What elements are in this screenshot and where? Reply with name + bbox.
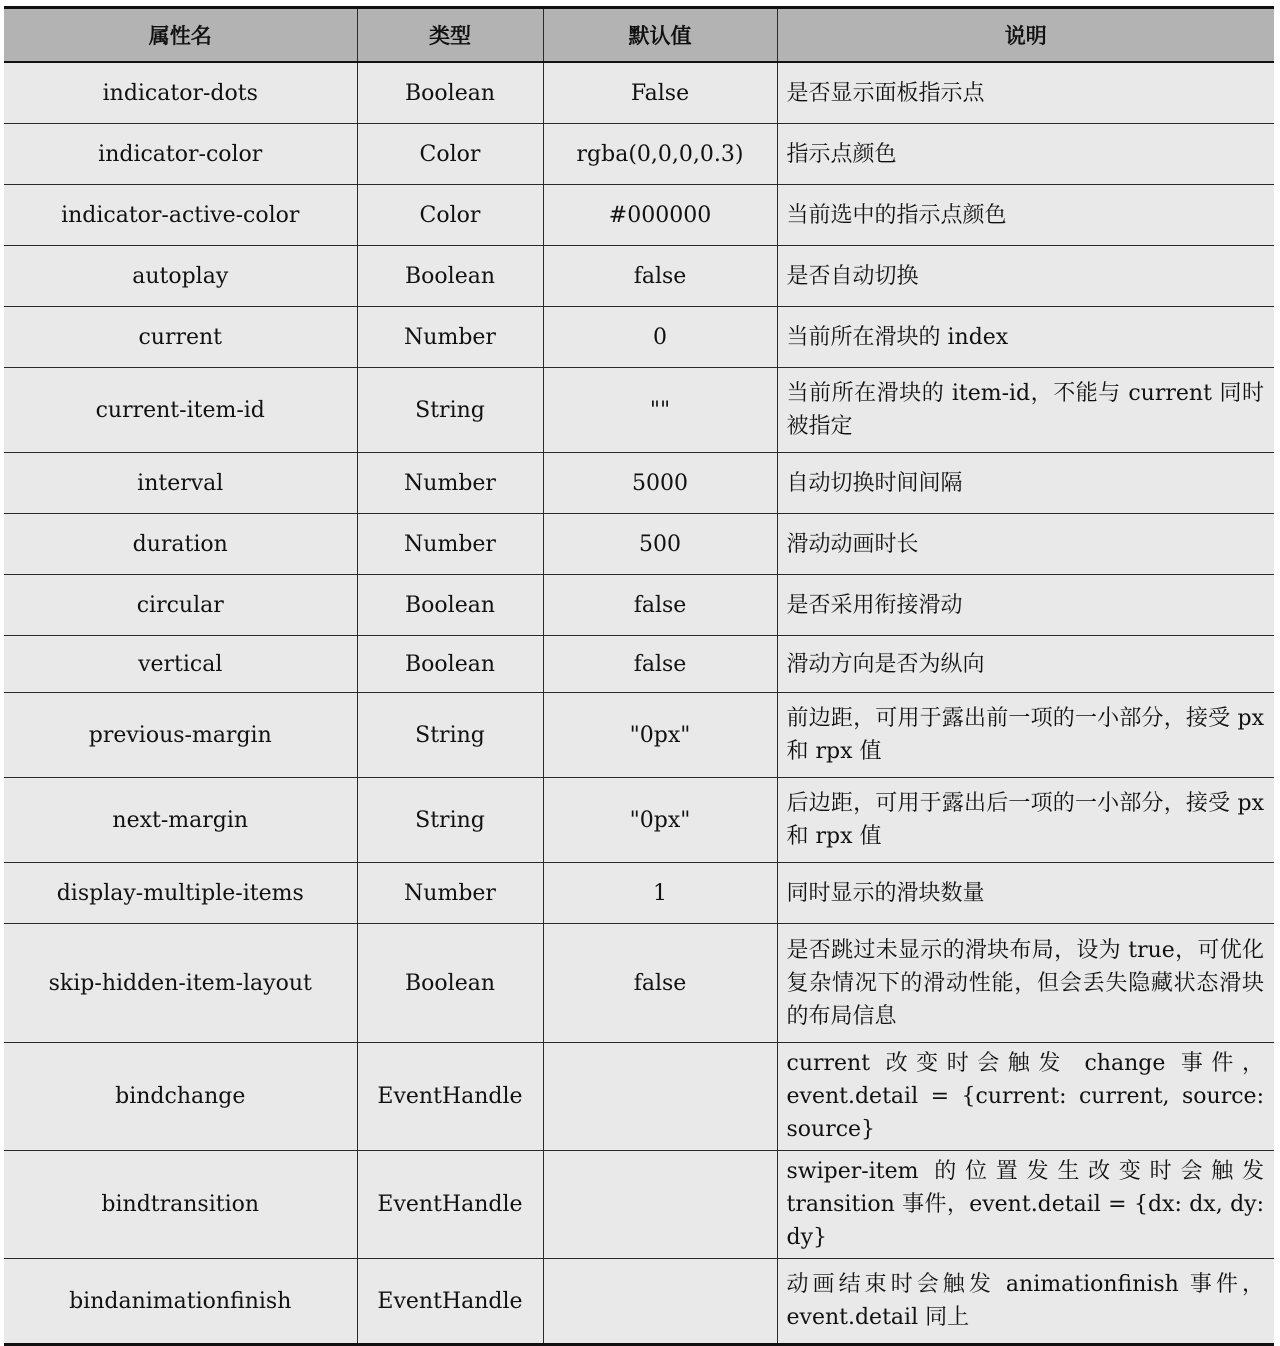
cell-name: interval	[4, 453, 357, 514]
cell-desc: current 改变时会触发 change 事件，event.detail = {current: current, source: source}	[777, 1043, 1274, 1151]
cell-desc: 当前选中的指示点颜色	[777, 185, 1274, 246]
cell-default: "0px"	[543, 693, 777, 778]
cell-default: rgba(0,0,0,0.3)	[543, 124, 777, 185]
table-row	[4, 693, 1274, 778]
cell-type: Number	[357, 453, 543, 514]
table-row	[4, 575, 1274, 636]
table-row	[4, 453, 1274, 514]
table-row	[4, 514, 1274, 575]
cell-type: Color	[357, 124, 543, 185]
cell-type: Boolean	[357, 575, 543, 636]
cell-name: bindanimationfinish	[4, 1259, 357, 1345]
table-row	[4, 924, 1274, 1043]
header-desc: 说明	[777, 8, 1274, 63]
table-row	[4, 185, 1274, 246]
cell-desc: 动画结束时会触发 animationfinish 事件，event.detail 同上	[777, 1259, 1274, 1345]
cell-default: 500	[543, 514, 777, 575]
header-name: 属性名	[4, 8, 357, 63]
header-row	[4, 8, 1274, 63]
cell-default: ""	[543, 368, 777, 453]
table-header	[4, 8, 1274, 63]
cell-desc: 是否采用衔接滑动	[777, 575, 1274, 636]
cell-type: Number	[357, 863, 543, 924]
cell-name: previous-margin	[4, 693, 357, 778]
cell-desc: 后边距，可用于露出后一项的一小部分，接受 px 和 rpx 值	[777, 778, 1274, 863]
cell-type: Boolean	[357, 924, 543, 1043]
table-row	[4, 1259, 1274, 1345]
table-row	[4, 778, 1274, 863]
cell-desc: 是否跳过未显示的滑块布局，设为 true，可优化复杂情况下的滑动性能，但会丢失隐藏状态滑块的布局信息	[777, 924, 1274, 1043]
cell-name: indicator-dots	[4, 62, 357, 124]
table-row	[4, 124, 1274, 185]
cell-default: false	[543, 246, 777, 307]
cell-type: EventHandle	[357, 1259, 543, 1345]
table-row	[4, 636, 1274, 693]
cell-name: circular	[4, 575, 357, 636]
cell-default: false	[543, 924, 777, 1043]
cell-desc: 是否自动切换	[777, 246, 1274, 307]
table-body	[4, 62, 1274, 1345]
cell-name: bindchange	[4, 1043, 357, 1151]
cell-default: "0px"	[543, 778, 777, 863]
cell-type: EventHandle	[357, 1043, 543, 1151]
cell-name: bindtransition	[4, 1151, 357, 1259]
cell-desc: swiper-item 的位置发生改变时会触发 transition 事件，event.detail = {dx: dx, dy: dy}	[777, 1151, 1274, 1259]
cell-default: 5000	[543, 453, 777, 514]
cell-default	[543, 1043, 777, 1151]
cell-name: indicator-color	[4, 124, 357, 185]
cell-desc: 同时显示的滑块数量	[777, 863, 1274, 924]
cell-desc: 当前所在滑块的 item-id，不能与 current 同时被指定	[777, 368, 1274, 453]
cell-type: String	[357, 778, 543, 863]
header-default: 默认值	[543, 8, 777, 63]
cell-type: Boolean	[357, 62, 543, 124]
cell-desc: 是否显示面板指示点	[777, 62, 1274, 124]
table-row	[4, 246, 1274, 307]
cell-type: Color	[357, 185, 543, 246]
cell-desc: 指示点颜色	[777, 124, 1274, 185]
cell-name: next-margin	[4, 778, 357, 863]
cell-desc: 滑动动画时长	[777, 514, 1274, 575]
cell-type: Boolean	[357, 636, 543, 693]
cell-type: Number	[357, 514, 543, 575]
cell-name: current-item-id	[4, 368, 357, 453]
header-type: 类型	[357, 8, 543, 63]
cell-default	[543, 1259, 777, 1345]
cell-type: Number	[357, 307, 543, 368]
cell-name: skip-hidden-item-layout	[4, 924, 357, 1043]
cell-name: autoplay	[4, 246, 357, 307]
cell-name: display-multiple-items	[4, 863, 357, 924]
table-row	[4, 62, 1274, 124]
cell-desc: 当前所在滑块的 index	[777, 307, 1274, 368]
attribute-table-container	[4, 6, 1274, 1346]
cell-name: duration	[4, 514, 357, 575]
cell-default: False	[543, 62, 777, 124]
cell-type: String	[357, 693, 543, 778]
cell-type: EventHandle	[357, 1151, 543, 1259]
cell-default: 0	[543, 307, 777, 368]
cell-default: 1	[543, 863, 777, 924]
cell-desc: 前边距，可用于露出前一项的一小部分，接受 px 和 rpx 值	[777, 693, 1274, 778]
cell-desc: 滑动方向是否为纵向	[777, 636, 1274, 693]
cell-default: false	[543, 636, 777, 693]
cell-type: Boolean	[357, 246, 543, 307]
table-row	[4, 1043, 1274, 1151]
cell-default	[543, 1151, 777, 1259]
table-row	[4, 863, 1274, 924]
table-row	[4, 1151, 1274, 1259]
cell-name: vertical	[4, 636, 357, 693]
swiper-attribute-table	[4, 6, 1274, 1346]
cell-name: current	[4, 307, 357, 368]
cell-default: false	[543, 575, 777, 636]
table-row	[4, 307, 1274, 368]
cell-type: String	[357, 368, 543, 453]
cell-name: indicator-active-color	[4, 185, 357, 246]
cell-default: #000000	[543, 185, 777, 246]
table-row	[4, 368, 1274, 453]
cell-desc: 自动切换时间间隔	[777, 453, 1274, 514]
